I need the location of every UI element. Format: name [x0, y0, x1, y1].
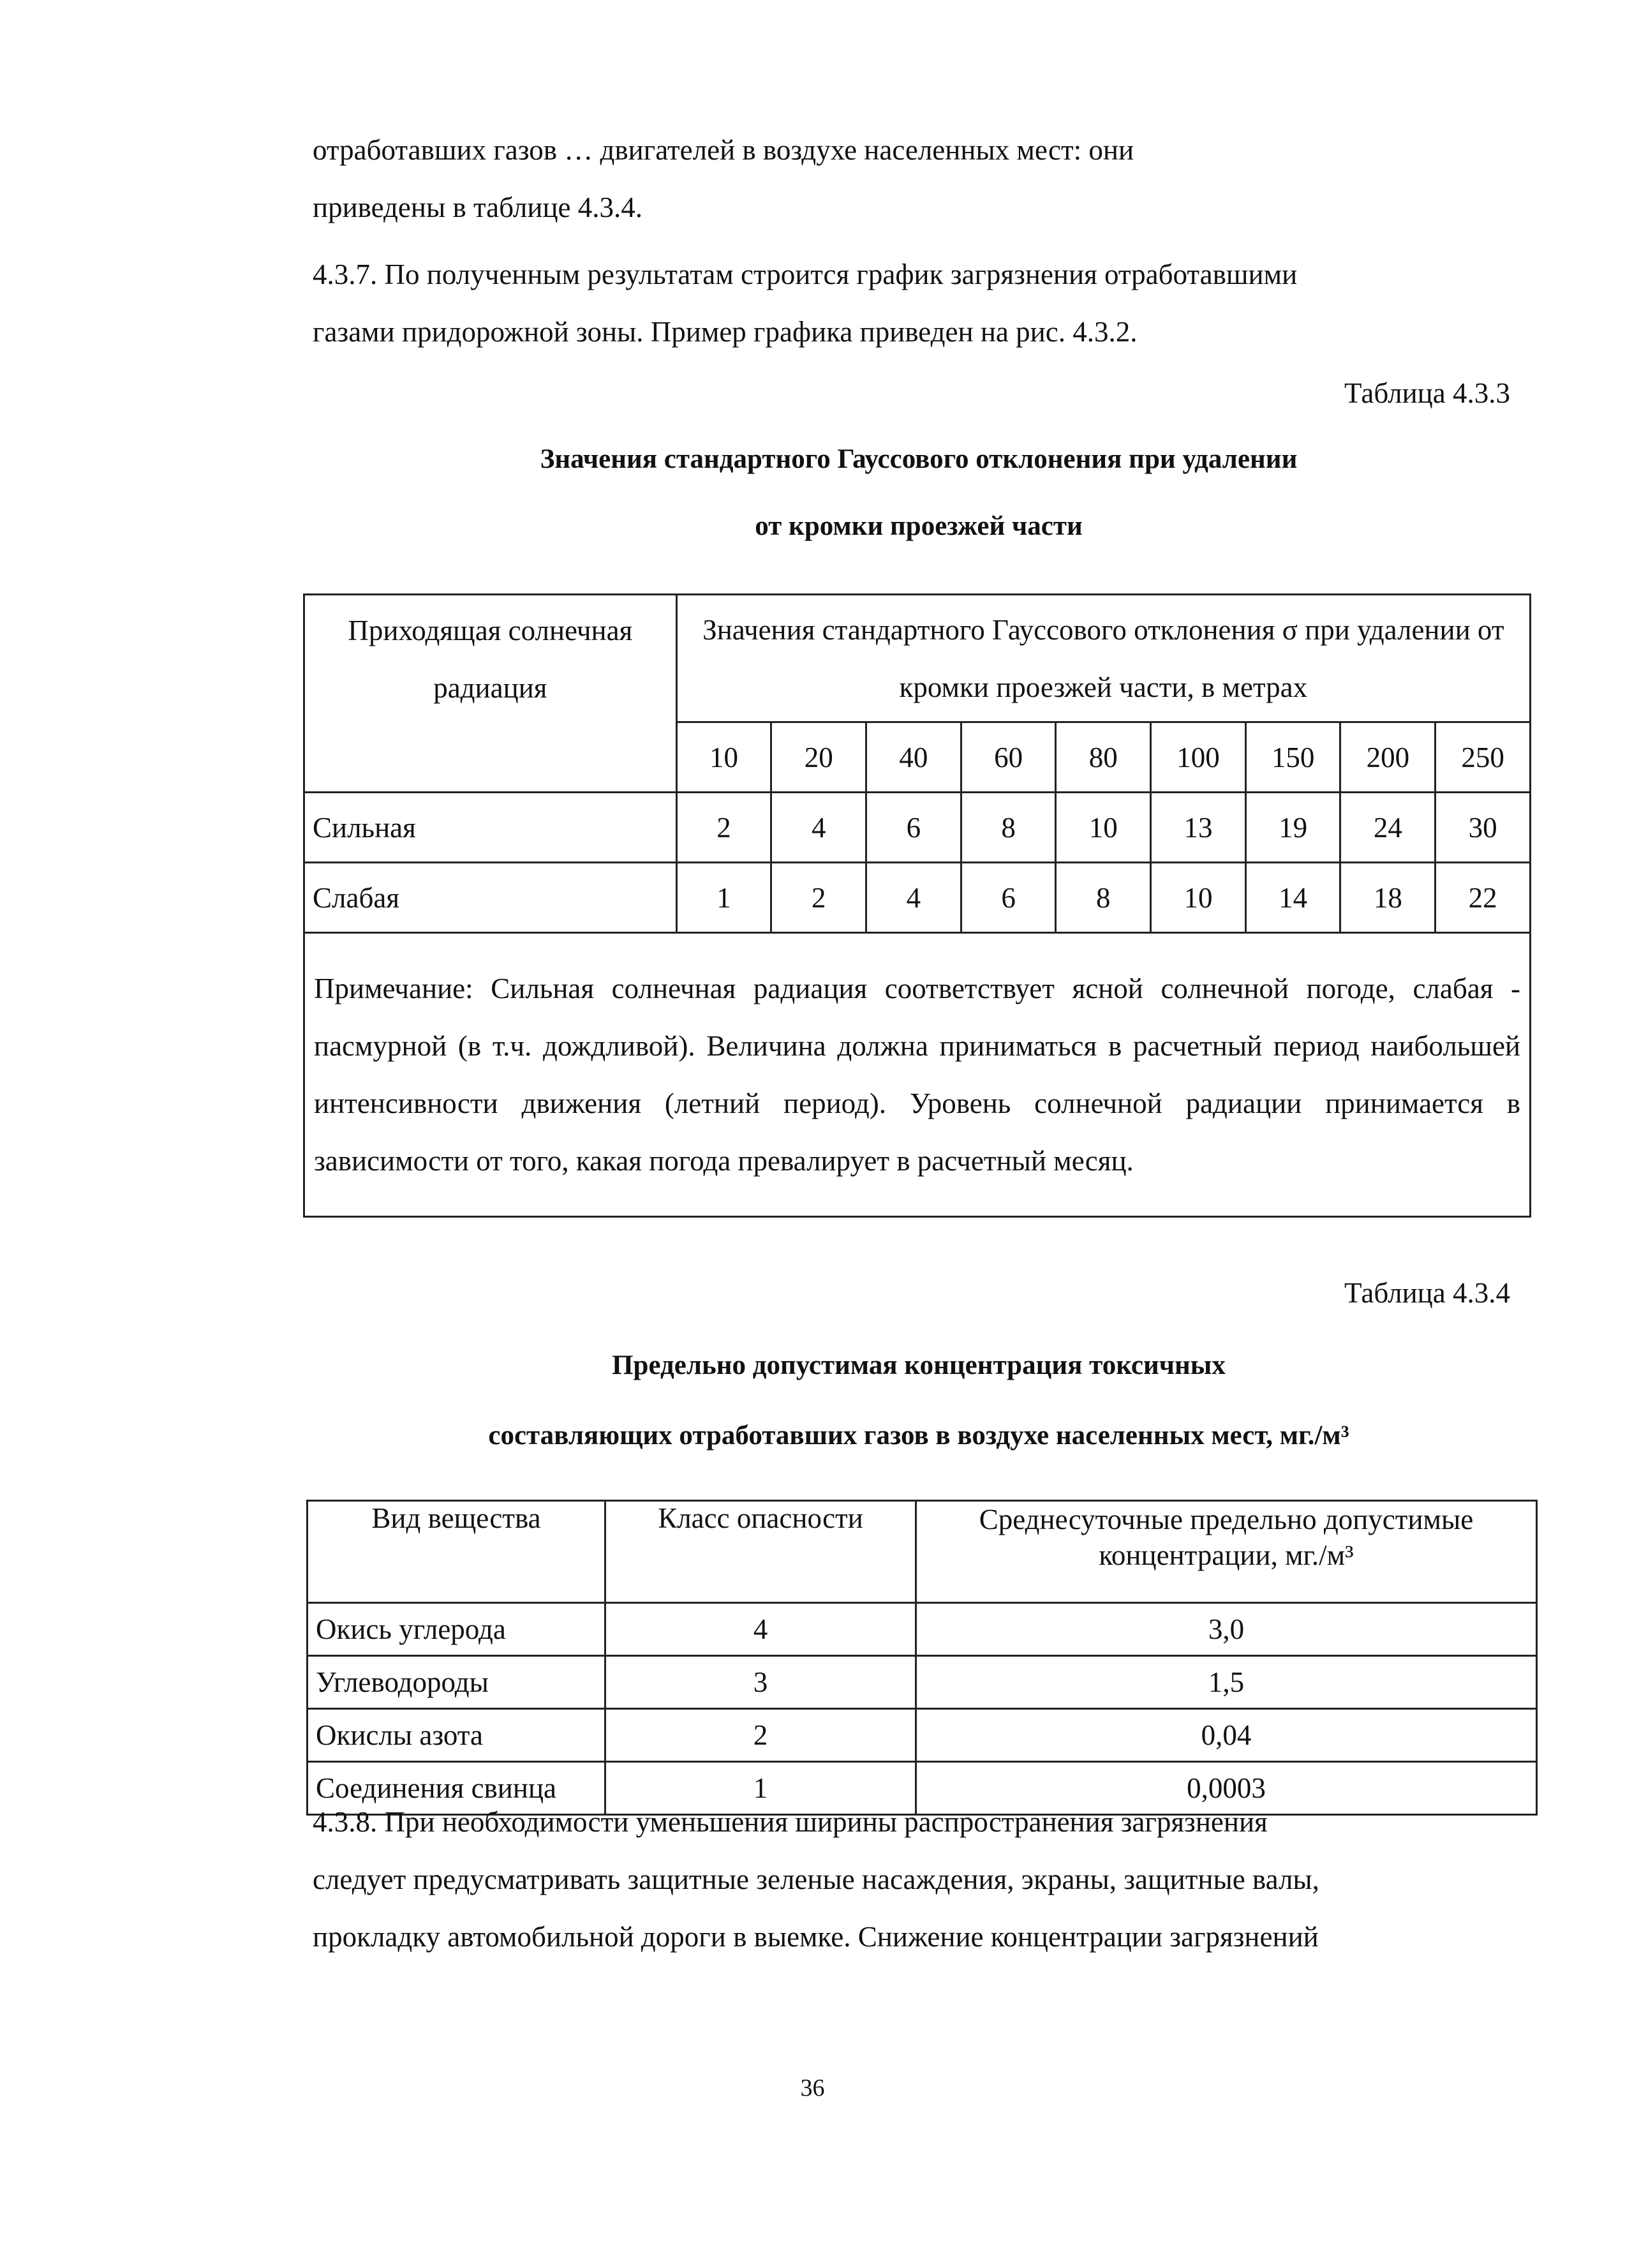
table-4-3-4-label: Таблица 4.3.4	[1344, 1277, 1510, 1309]
cell: 4	[771, 793, 866, 863]
hazard-class-cell: 1	[605, 1762, 916, 1815]
intro-line-1: отработавших газов … двигателей в воздухе населенных мест: они	[313, 134, 1134, 166]
cell: 14	[1245, 863, 1340, 933]
cell: 6	[961, 863, 1056, 933]
row-label: Сильная	[304, 793, 677, 863]
hazard-class-cell: 4	[605, 1603, 916, 1656]
table-row	[308, 1603, 1537, 1656]
para-437-line-1: 4.3.7. По полученным результатам строится график загрязнения отработавшими	[313, 258, 1298, 290]
hazard-class-cell: 2	[605, 1709, 916, 1762]
page-number: 36	[800, 2075, 825, 2101]
distance-header: 80	[1056, 722, 1151, 793]
table-4-3-3-title-line-2: от кромки проезжей части	[755, 511, 1083, 541]
cell: 22	[1436, 863, 1531, 933]
cell: 10	[1151, 863, 1246, 933]
distance-header: 250	[1436, 722, 1531, 793]
para-438-line-1: 4.3.8. При необходимости уменьшения ширины распространения загрязнения	[313, 1806, 1268, 1838]
cell: 30	[1436, 793, 1531, 863]
substance-cell: Углеводороды	[308, 1656, 605, 1709]
distance-header: 40	[866, 722, 961, 793]
col-header-hazard-class: Класс опасности	[605, 1501, 916, 1603]
col-header-radiation: Приходящая солнечная радиация	[304, 595, 677, 793]
col-header-mpc: Среднесуточные предельно допустимые концентрации, мг./м³	[916, 1501, 1537, 1603]
distance-header: 10	[676, 722, 771, 793]
distance-header: 60	[961, 722, 1056, 793]
cell: 6	[866, 793, 961, 863]
table-4-3-3-title-line-1: Значения стандартного Гауссового отклонения при удалении	[540, 444, 1298, 474]
substance-cell: Окислы азота	[308, 1709, 605, 1762]
hazard-class-cell: 3	[605, 1656, 916, 1709]
table-4-3-4-title-line-1: Предельно допустимая концентрация токсичных	[612, 1350, 1226, 1380]
cell: 2	[676, 793, 771, 863]
cell: 2	[771, 863, 866, 933]
row-label: Слабая	[304, 863, 677, 933]
mpc-cell: 3,0	[916, 1603, 1537, 1656]
distance-header: 100	[1151, 722, 1246, 793]
table-row	[308, 1709, 1537, 1762]
cell: 13	[1151, 793, 1246, 863]
table-note: Примечание: Сильная солнечная радиация соответствует ясной солнечной погоде, слабая - пасмурной (в т.ч. дождливой). Величина должна приниматься в расчетный период наибольшей интенсивности движения (летний период). Уровень солнечной радиации принимается в зависимости от того, какая погода превалирует в расчетный месяц.	[304, 933, 1531, 1217]
cell: 18	[1340, 863, 1436, 933]
distance-header: 200	[1340, 722, 1436, 793]
table-row	[304, 793, 1531, 863]
table-row	[304, 863, 1531, 933]
table-4-3-3-label: Таблица 4.3.3	[1344, 377, 1510, 409]
table-4-3-4-title-line-2: составляющих отработавших газов в воздухе населенных мест, мг./м³	[488, 1421, 1349, 1451]
table-4-3-3	[303, 593, 1531, 1218]
substance-cell: Окись углерода	[308, 1603, 605, 1656]
mpc-cell: 1,5	[916, 1656, 1537, 1709]
intro-paragraph	[313, 121, 1512, 236]
intro-line-2: приведены в таблице 4.3.4.	[313, 191, 643, 223]
distance-header: 20	[771, 722, 866, 793]
cell: 8	[961, 793, 1056, 863]
group-header-deviation: Значения стандартного Гауссового отклонения σ при удалении от кромки проезжей части, в метрах	[676, 595, 1530, 722]
para-438-line-2: следует предусматривать защитные зеленые насаждения, экраны, защитные валы,	[313, 1863, 1319, 1895]
table-row	[308, 1656, 1537, 1709]
mpc-cell: 0,0003	[916, 1762, 1537, 1815]
cell: 8	[1056, 863, 1151, 933]
col-header-substance: Вид вещества	[308, 1501, 605, 1603]
cell: 1	[676, 863, 771, 933]
cell: 19	[1245, 793, 1340, 863]
substance-cell: Соединения свинца	[308, 1762, 605, 1815]
para-438-line-3: прокладку автомобильной дороги в выемке. Снижение концентрации загрязнений	[313, 1921, 1319, 1953]
table-4-3-4	[306, 1500, 1538, 1816]
cell: 4	[866, 863, 961, 933]
paragraph-4-3-7	[313, 246, 1512, 361]
distance-header: 150	[1245, 722, 1340, 793]
para-437-line-2: газами придорожной зоны. Пример графика приведен на рис. 4.3.2.	[313, 316, 1138, 348]
paragraph-4-3-8	[313, 1793, 1512, 1966]
mpc-cell: 0,04	[916, 1709, 1537, 1762]
cell: 24	[1340, 793, 1436, 863]
cell: 10	[1056, 793, 1151, 863]
